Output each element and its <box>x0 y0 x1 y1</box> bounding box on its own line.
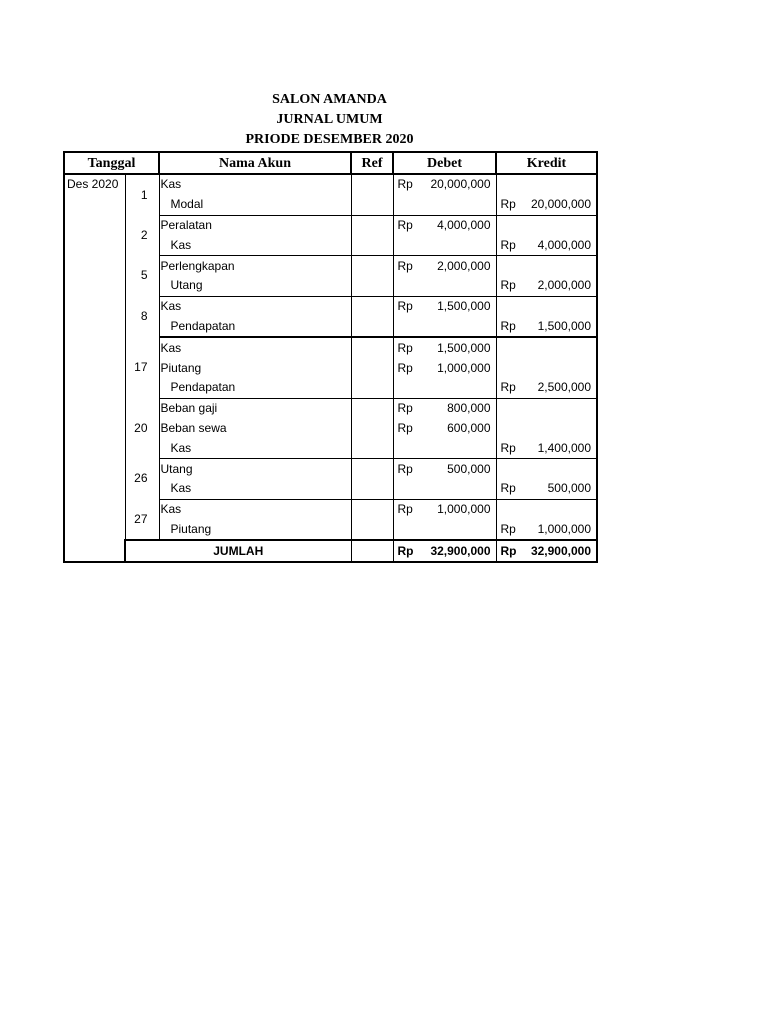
debit-currency: Rp <box>393 256 425 276</box>
debit-currency: Rp <box>393 398 425 418</box>
ref-cell <box>351 479 393 499</box>
credit-currency: Rp <box>496 479 524 499</box>
credit-amount: 2,000,000 <box>524 276 597 296</box>
account-name: Beban gaji <box>159 398 351 418</box>
debit-amount: 1,000,000 <box>437 360 491 375</box>
debit-currency: Rp <box>393 499 425 519</box>
account-name: Kas <box>159 235 351 255</box>
account-name: Piutang <box>159 520 351 541</box>
debit-currency: Rp <box>393 459 425 479</box>
journal-row <box>64 459 597 479</box>
debit-currency <box>393 317 425 338</box>
account-name: Beban sewa <box>159 419 351 439</box>
ref-cell <box>351 317 393 338</box>
total-row <box>64 540 597 562</box>
account-name: Pendapatan <box>159 317 351 338</box>
credit-amount <box>524 358 597 378</box>
debit-currency: Rp <box>393 215 425 235</box>
debit-currency <box>393 235 425 255</box>
debit-currency: Rp <box>393 174 425 195</box>
credit-currency <box>496 256 524 276</box>
credit-amount <box>524 256 597 276</box>
account-name: Piutang <box>159 358 351 378</box>
debit-amount: 4,000,000 <box>437 217 491 232</box>
debit-currency <box>393 195 425 215</box>
debit-amount: 1,500,000 <box>437 340 491 355</box>
credit-currency <box>496 459 524 479</box>
credit-currency: Rp <box>496 520 524 541</box>
credit-amount: 500,000 <box>524 479 597 499</box>
col-header-tanggal: Tanggal <box>64 152 159 174</box>
day-cell: 27 <box>125 499 159 540</box>
credit-amount: 1,400,000 <box>524 438 597 458</box>
debit-amount <box>425 520 496 541</box>
ref-cell <box>351 235 393 255</box>
debit-amount: 2,000,000 <box>437 258 491 273</box>
journal-table <box>63 151 598 563</box>
debit-currency: Rp <box>393 337 425 358</box>
account-name: Kas <box>159 337 351 358</box>
credit-currency <box>496 174 524 195</box>
debit-amount <box>425 317 496 338</box>
col-header-debet: Debet <box>393 152 496 174</box>
debit-amount: 1,500,000 <box>437 299 491 314</box>
debit-amount: 600,000 <box>447 420 491 435</box>
credit-currency: Rp <box>496 276 524 296</box>
ref-cell <box>351 520 393 541</box>
ref-cell <box>351 499 393 519</box>
credit-currency <box>496 499 524 519</box>
ref-cell <box>351 438 393 458</box>
ref-cell <box>351 256 393 276</box>
ref-cell <box>351 195 393 215</box>
col-header-ref: Ref <box>351 152 393 174</box>
credit-amount <box>524 215 597 235</box>
credit-currency <box>496 358 524 378</box>
col-header-nama-akun: Nama Akun <box>159 152 351 174</box>
total-debit: 32,900,000 <box>425 540 496 562</box>
total-credit: 32,900,000 <box>524 540 597 562</box>
debit-amount: 500,000 <box>447 461 491 476</box>
credit-currency <box>496 398 524 418</box>
credit-amount <box>524 174 597 195</box>
report-period: PRIODE DESEMBER 2020 <box>245 132 414 147</box>
col-header-kredit: Kredit <box>496 152 597 174</box>
journal-row <box>64 174 597 195</box>
credit-amount <box>524 499 597 519</box>
debit-currency: Rp <box>393 358 425 378</box>
day-cell: 20 <box>125 398 159 458</box>
credit-currency <box>496 296 524 316</box>
credit-amount: 1,000,000 <box>524 520 597 541</box>
credit-amount <box>524 296 597 316</box>
debit-amount <box>425 479 496 499</box>
debit-currency <box>393 479 425 499</box>
ref-cell <box>351 358 393 378</box>
credit-amount <box>524 459 597 479</box>
debit-currency <box>393 438 425 458</box>
total-debit-currency: Rp <box>393 540 425 562</box>
journal-row <box>64 256 597 276</box>
account-name: Kas <box>159 479 351 499</box>
debit-amount <box>425 378 496 398</box>
ref-cell <box>351 419 393 439</box>
ref-cell <box>351 215 393 235</box>
ref-cell <box>351 398 393 418</box>
credit-amount: 1,500,000 <box>524 317 597 338</box>
report-heading <box>63 90 596 150</box>
credit-currency: Rp <box>496 378 524 398</box>
debit-currency: Rp <box>393 419 425 439</box>
account-name: Kas <box>159 174 351 195</box>
journal-row <box>64 499 597 519</box>
ref-cell <box>351 296 393 316</box>
debit-amount <box>425 438 496 458</box>
debit-amount: 20,000,000 <box>430 177 491 192</box>
debit-amount <box>425 235 496 255</box>
journal-row <box>64 337 597 358</box>
day-cell: 26 <box>125 459 159 500</box>
day-cell: 1 <box>125 174 159 215</box>
total-credit-currency: Rp <box>496 540 524 562</box>
debit-amount: 800,000 <box>447 401 491 416</box>
credit-amount: 20,000,000 <box>524 195 597 215</box>
account-name: Utang <box>159 459 351 479</box>
credit-amount <box>524 419 597 439</box>
journal-body <box>64 174 597 562</box>
credit-currency <box>496 337 524 358</box>
company-name: SALON AMANDA <box>272 92 387 107</box>
day-cell: 2 <box>125 215 159 256</box>
account-name: Pendapatan <box>159 378 351 398</box>
account-name: Utang <box>159 276 351 296</box>
credit-currency: Rp <box>496 317 524 338</box>
account-name: Kas <box>159 499 351 519</box>
ref-cell <box>351 378 393 398</box>
ref-cell <box>351 276 393 296</box>
ref-cell <box>351 459 393 479</box>
journal-row <box>64 398 597 418</box>
day-cell: 8 <box>125 296 159 337</box>
account-name: Kas <box>159 438 351 458</box>
debit-currency <box>393 378 425 398</box>
account-name: Modal <box>159 195 351 215</box>
debit-currency <box>393 520 425 541</box>
journal-row <box>64 296 597 316</box>
ref-cell <box>351 337 393 358</box>
debit-currency <box>393 276 425 296</box>
debit-amount: 1,000,000 <box>437 502 491 517</box>
journal-row <box>64 215 597 235</box>
ref-cell <box>351 174 393 195</box>
day-cell: 5 <box>125 256 159 297</box>
debit-currency: Rp <box>393 296 425 316</box>
credit-currency <box>496 215 524 235</box>
debit-amount <box>425 276 496 296</box>
credit-currency: Rp <box>496 195 524 215</box>
credit-currency: Rp <box>496 438 524 458</box>
credit-amount <box>524 337 597 358</box>
day-cell: 17 <box>125 337 159 398</box>
header-row <box>64 152 597 174</box>
debit-amount <box>425 195 496 215</box>
credit-currency: Rp <box>496 235 524 255</box>
credit-amount: 4,000,000 <box>524 235 597 255</box>
total-label: JUMLAH <box>125 540 351 562</box>
total-ref-cell <box>351 540 393 562</box>
credit-amount <box>524 398 597 418</box>
account-name: Perlengkapan <box>159 256 351 276</box>
account-name: Peralatan <box>159 215 351 235</box>
credit-amount: 2,500,000 <box>524 378 597 398</box>
credit-currency <box>496 419 524 439</box>
account-name: Kas <box>159 296 351 316</box>
month-cell: Des 2020 <box>64 174 125 562</box>
report-title: JURNAL UMUM <box>276 112 383 127</box>
